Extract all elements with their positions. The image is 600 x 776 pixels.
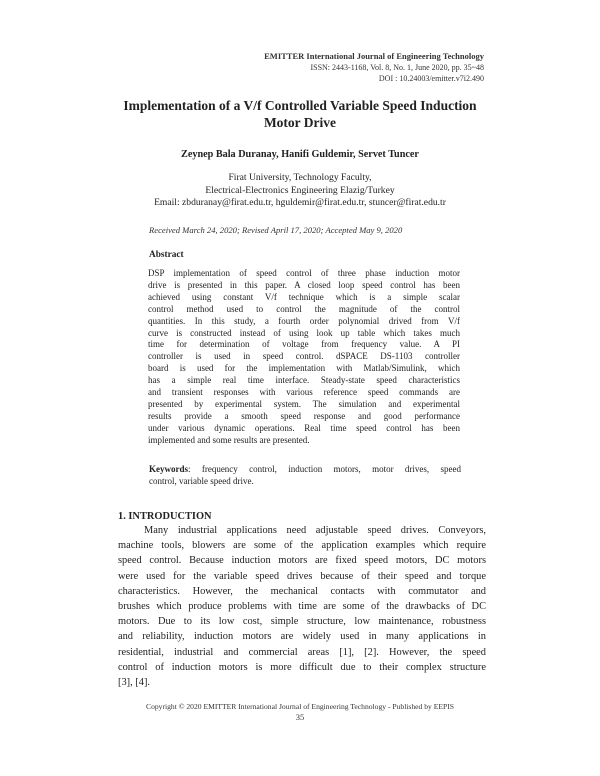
affiliation-line: Firat University, Technology Faculty, — [228, 172, 372, 183]
page-number: 35 — [295, 712, 305, 722]
abstract-line: time for determination of voltage from frequency value. A PI — [148, 339, 460, 350]
intro-line: Many industrial applications need adjustable speed drives. Conveyors, — [144, 525, 486, 536]
intro-line: control of induction motors is more difficult due to their complex structure — [118, 661, 486, 673]
section-heading: 1. INTRODUCTION — [118, 511, 212, 522]
keywords-line — [149, 463, 461, 475]
abstract-line: quantities. In this study, a fourth order polynomial drived from V/f — [148, 315, 460, 326]
abstract-line: achieved using constant V/f technique which is a simple scalar — [148, 291, 460, 302]
intro-line: brushes which produce problems with time are some of the drawbacks of DC — [118, 601, 486, 613]
journal-name: EMITTER International Journal of Engineering Technology — [264, 51, 484, 61]
received-dates: Received March 24, 2020; Revised April 17, 2020; Accepted May 9, 2020 — [149, 225, 403, 235]
footer — [0, 701, 600, 723]
journal-header — [264, 51, 484, 84]
keywords-text: : frequency control, induction motors, motor drives, speed — [188, 464, 461, 474]
keywords-label: Keywords — [149, 464, 188, 474]
title-line: Implementation of a V/f Controlled Variable Speed Induction — [123, 98, 477, 113]
intro-line: characteristics. However, the mechanical contacts with commutator and — [118, 585, 486, 597]
abstract-body — [148, 268, 460, 447]
paper-title — [0, 97, 600, 131]
intro-line: machine tools, blowers are some of the application examples which require — [118, 540, 486, 552]
abstract-line: implemented and some results are presented. — [148, 434, 310, 445]
affiliation-line: Electrical-Electronics Engineering Elazig/Turkey — [205, 184, 395, 196]
abstract-line: drive is presented in this paper. A closed loop speed control has been — [148, 279, 460, 290]
affiliation — [0, 172, 600, 210]
abstract-line: controller is used in speed control. dSPACE DS-1103 controller — [148, 351, 460, 362]
abstract-line: curve is constructed instead of using look up table which takes much — [148, 327, 460, 338]
intro-line: and reliability, induction motors are widely used in many applications in — [118, 631, 486, 643]
authors: Zeynep Bala Duranay, Hanifi Guldemir, Servet Tuncer — [181, 149, 419, 160]
abstract-line: results provide a smooth speed response and good performance — [148, 410, 460, 421]
title-line: Motor Drive — [263, 115, 337, 130]
abstract-line: control method used to control the magnitude of the control — [148, 303, 460, 314]
abstract-line: under various dynamic operations. Real time speed control has been — [148, 422, 460, 433]
intro-line: were used for the variable speed drives because of their speed and torque — [118, 570, 486, 582]
intro-line: speed control. Because induction motors are fixed speed motors, DC motors — [118, 555, 486, 567]
abstract-heading: Abstract — [149, 250, 184, 260]
issn: ISSN: 2443-1168, Vol. 8, No. 1, June 2020, pp. 35~48 — [310, 63, 484, 72]
abstract-line: DSP implementation of speed control of three phase induction motor — [148, 268, 460, 278]
copyright: Copyright © 2020 EMITTER International Journal of Engineering Technology - Published by EEPIS — [146, 702, 454, 711]
abstract-line: board is used for the implementation with Matlab/Simulink, which — [148, 363, 460, 374]
abstract-line: and transient responses with various reference speed commands are — [148, 387, 460, 398]
intro-line: motors. Due to its low cost, simple structure, low maintenance, robustness — [118, 616, 486, 628]
keywords — [149, 463, 461, 487]
introduction-body — [118, 523, 486, 690]
abstract-line: has a simple real time interface. Steady-state speed characteristics — [148, 375, 460, 386]
keywords-line: control, variable speed drive. — [149, 476, 254, 486]
intro-line: residential, industrial and commercial areas [1], [2]. However, the speed — [118, 646, 486, 658]
abstract-line: presented by experimental system. The simulation and experimental — [148, 398, 460, 409]
doi: DOI : 10.24003/emitter.v7i2.490 — [378, 74, 484, 83]
email-line: Email: zbduranay@firat.edu.tr, hguldemir@firat.edu.tr, stuncer@firat.edu.tr — [154, 197, 446, 208]
intro-line: [3], [4]. — [118, 677, 151, 689]
